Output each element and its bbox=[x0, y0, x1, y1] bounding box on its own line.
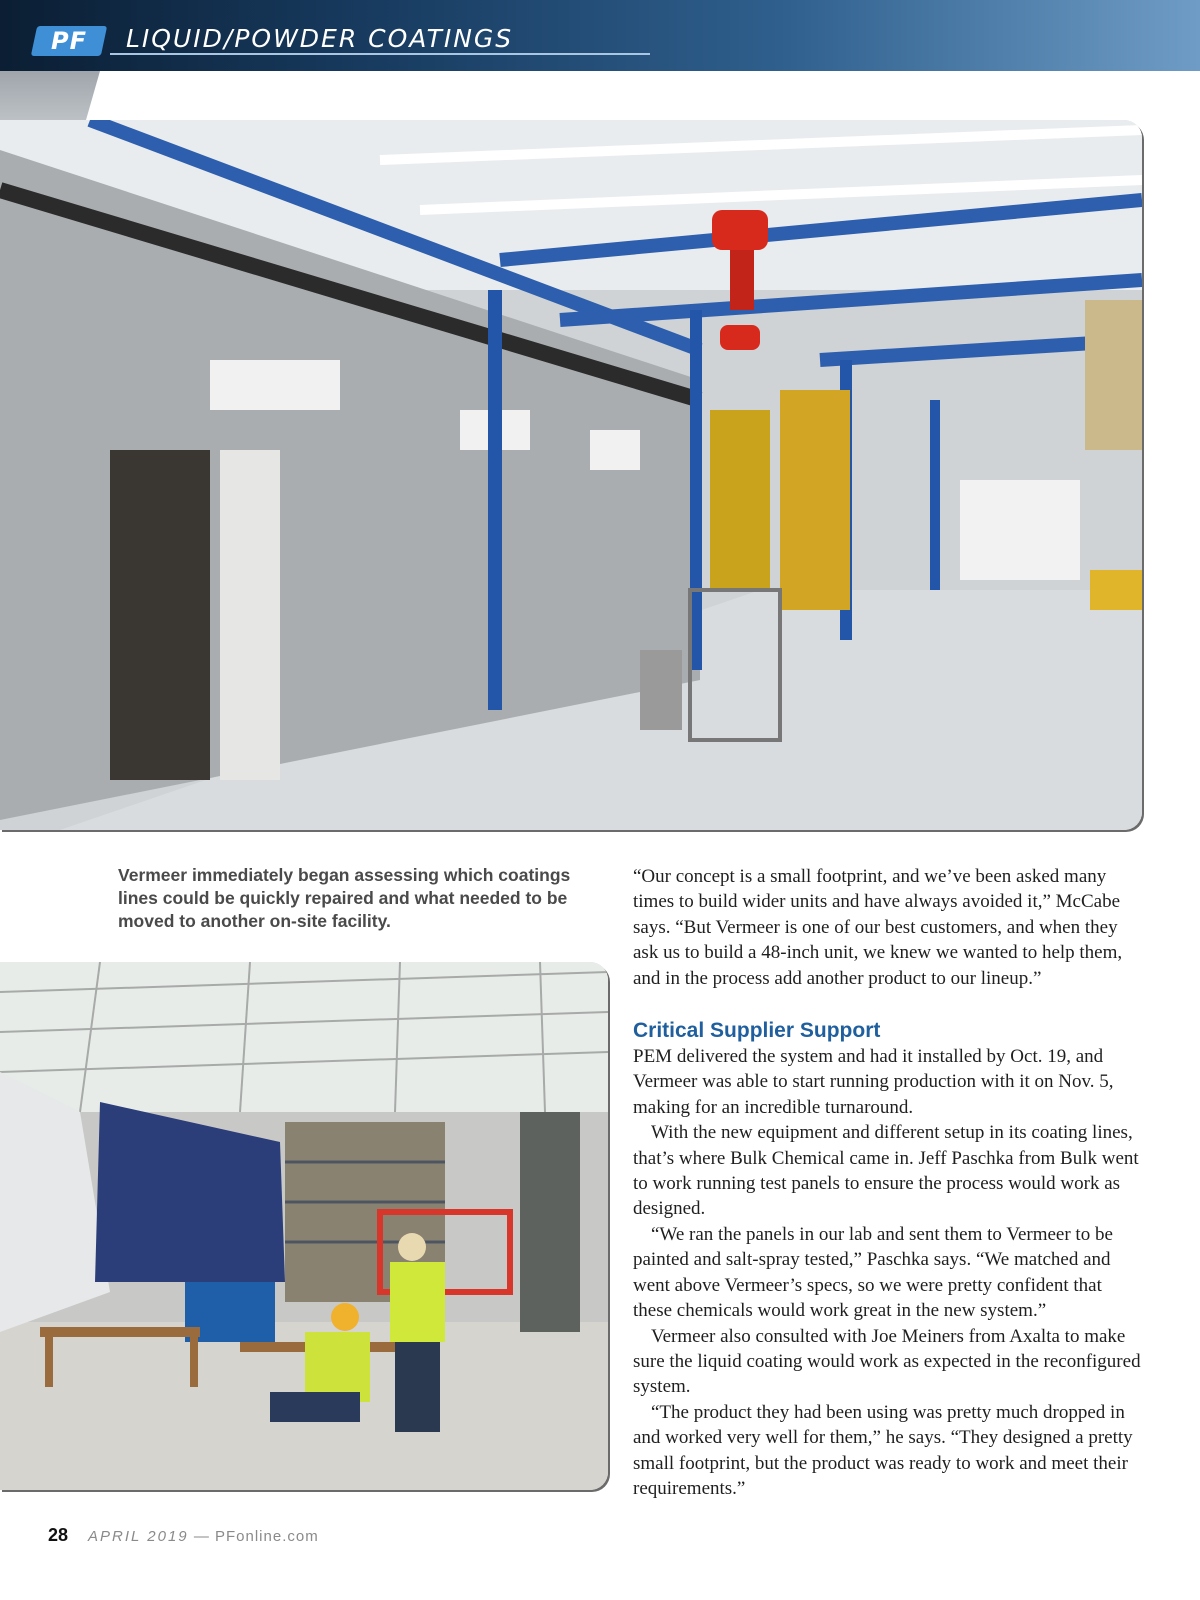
article-paragraph: PEM delivered the system and had it installed by Oct. 19, and Vermeer was able to start running production with it on Nov. 5, making for an incredible turnaround. bbox=[633, 1046, 1114, 1118]
photo-caption: Vermeer immediately began assessing which coatings lines could be quickly repaired and what needed to be moved to another on-site facility. bbox=[118, 865, 571, 931]
issue-date: APRIL 2019 bbox=[88, 1528, 189, 1545]
coating-line-photo bbox=[0, 120, 1142, 830]
pf-logo-text: PF bbox=[51, 27, 87, 55]
article-column bbox=[633, 864, 1143, 1501]
site-link[interactable]: PFonline.com bbox=[215, 1528, 319, 1545]
article-paragraph: “The product they had been using was pretty much dropped in and worked very well for them,” he says. “They designed a pretty small footprint, but the product was ready to work and meet their requirements.” bbox=[633, 1401, 1133, 1499]
article-paragraph: “We ran the panels in our lab and sent them to Vermeer to be painted and salt-spray tested,” Paschka says. “We matched and went above Vermeer’s specs, so we were pretty confident that these chemicals would work great in the new system.” bbox=[633, 1223, 1113, 1322]
page-number: 28 bbox=[48, 1525, 69, 1545]
article-paragraph: “Our concept is a small footprint, and we’ve been asked many times to build wider units and have always avoided it,” McCabe says. “But Vermeer is one of our best customers, and when they ask us to build a 48-inch unit, we knew we wanted to help them, and in the process add another product to our lineup.” bbox=[633, 866, 1123, 989]
pf-logo bbox=[31, 26, 107, 56]
section-title: LIQUID/POWDER COATINGS bbox=[126, 24, 514, 53]
folio-separator: — bbox=[193, 1528, 210, 1545]
header-bar bbox=[0, 0, 1200, 71]
folio bbox=[88, 1528, 319, 1545]
title-rule bbox=[110, 53, 650, 55]
page-footer bbox=[48, 1525, 319, 1546]
article-subhead: Critical Supplier Support bbox=[633, 1019, 881, 1043]
workers-photo bbox=[0, 962, 608, 1490]
article-paragraph: With the new equipment and different setup in its coating lines, that’s where Bulk Chemical came in. Jeff Paschka from Bulk went to work running test panels to ensure the process would work as designed. bbox=[633, 1122, 1139, 1220]
article-paragraph: Vermeer also consulted with Joe Meiners from Axalta to make sure the liquid coating would work as expected in the reconfigured system. bbox=[633, 1325, 1141, 1398]
